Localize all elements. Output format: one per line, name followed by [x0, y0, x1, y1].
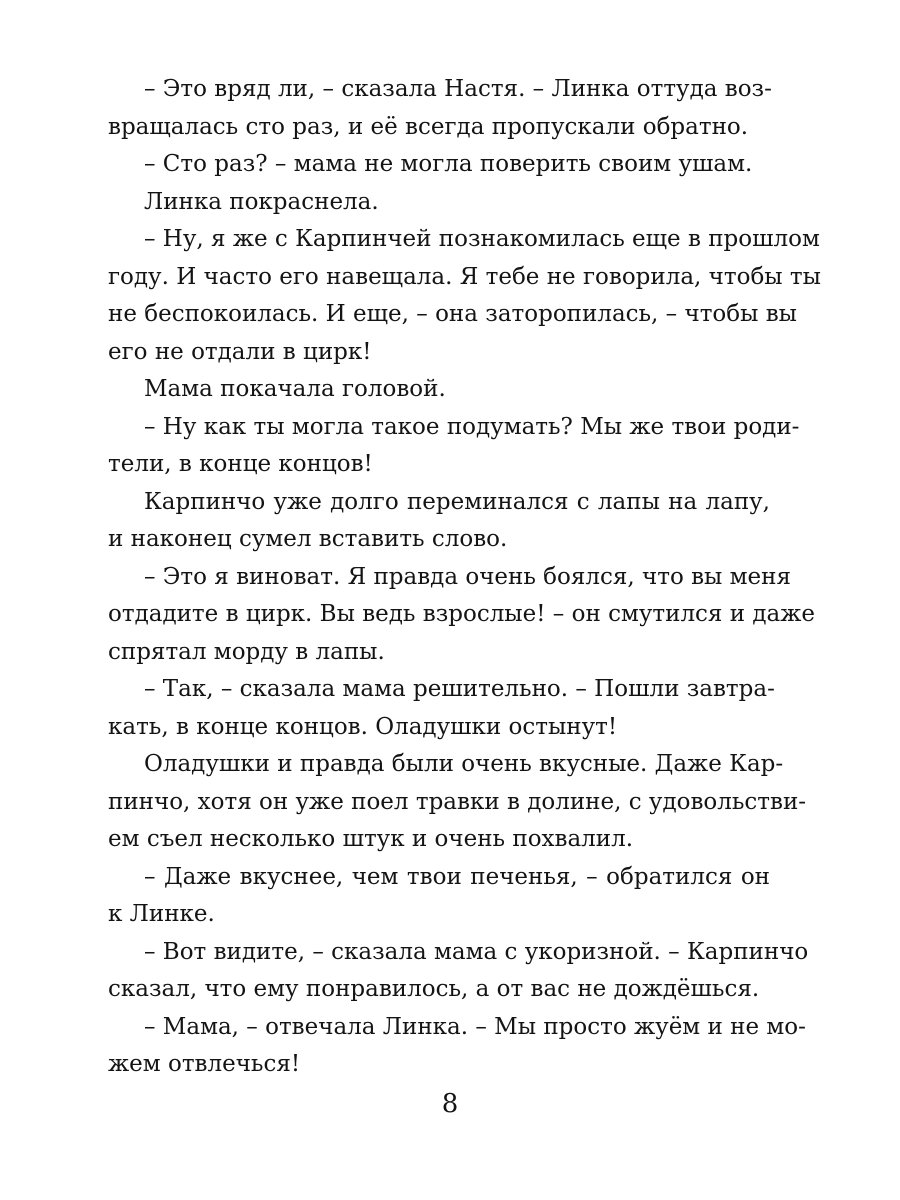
text-line: – Это вряд ли, – сказала Настя. – Линка оттуда воз-: [144, 76, 772, 102]
text-line: отдадите в цирк. Вы ведь взрослые! – он смутился и даже: [108, 601, 816, 627]
text-line: – Мама, – отвечала Линка. – Мы просто жуём и не мо-: [144, 1013, 806, 1040]
text-line: году. И часто его навещала. Я тебе не говорила, чтобы ты: [108, 263, 821, 290]
text-line: вращалась сто раз, и её всегда пропускали обратно.: [108, 113, 749, 140]
text-line: – Даже вкуснее, чем твои печенья, – обратился он: [144, 863, 770, 890]
text-line: и наконец сумел вставить слово.: [108, 526, 508, 552]
text-line: – Ну, я же с Карпинчей познакомилась еще в прошлом: [144, 226, 820, 252]
body-text: [108, 71, 821, 1084]
text-line: Оладушки и правда были очень вкусные. Даже Кар-: [144, 751, 784, 777]
text-line: жем отвлечься!: [108, 1051, 301, 1077]
text-line: ем съел несколько штук и очень похвалил.: [108, 826, 634, 852]
text-line: не беспокоилась. И еще, – она заторопилась, – чтобы вы: [108, 301, 797, 327]
text-line: Карпинчо уже долго переминался с лапы на лапу,: [144, 488, 770, 515]
text-line: спрятал морду в лапы.: [108, 638, 385, 665]
text-line: сказал, что ему понравилось, а от вас не дождёшься.: [108, 976, 760, 1002]
text-line: пинчо, хотя он уже поел травки в долине, с удовольстви-: [108, 788, 807, 815]
text-line: – Ну как ты могла такое подумать? Мы же твои роди-: [144, 413, 800, 440]
text-line: – Это я виноват. Я правда очень боялся, что вы меня: [144, 563, 792, 590]
text-line: – Вот видите, – сказала мама с укоризной. – Карпинчо: [144, 938, 809, 965]
text-line: Линка покраснела.: [144, 188, 379, 215]
text-line: к Линке.: [108, 901, 215, 927]
text-line: – Сто раз? – мама не могла поверить своим ушам.: [144, 151, 753, 177]
text-line: тели, в конце концов!: [108, 451, 373, 477]
text-line: Мама покачала головой.: [144, 376, 446, 402]
text-line: кать, в конце концов. Оладушки остынут!: [108, 713, 618, 740]
text-line: его не отдали в цирк!: [108, 338, 372, 365]
text-line: – Так, – сказала мама решительно. – Пошли завтра-: [144, 676, 775, 702]
page-number: 8: [441, 1089, 459, 1119]
